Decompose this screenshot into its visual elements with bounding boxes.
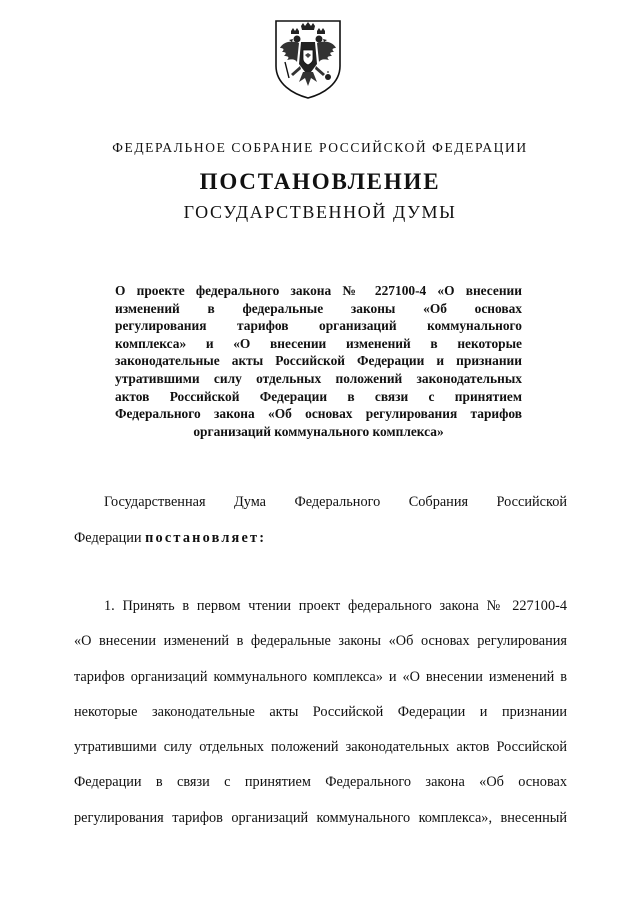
preamble-text: Федерации [74, 530, 146, 546]
paragraph-line: «О внесении изменений в федеральные законы «Об основах регулирования [74, 633, 567, 650]
subject-line: О проекте федерального закона № 227100-4 «О внесении [115, 283, 522, 298]
subject-line: организаций коммунального комплекса» [193, 423, 444, 439]
subject-line: законодательные акты Российской Федерации и признании [115, 353, 522, 369]
preamble [74, 494, 567, 566]
subject-line: утратившими силу отдельных положений законодательных [115, 370, 522, 386]
subject-line: изменений в федеральные законы «Об основах [115, 300, 522, 316]
paragraph-line: 1. Принять в первом чтении проект федерального закона № 227100-4 [104, 598, 567, 614]
paragraph-line: утратившими силу отдельных положений законодательных актов Российской [74, 739, 567, 756]
assembly-name: ФЕДЕРАЛЬНОЕ СОБРАНИЕ РОССИЙСКОЙ ФЕДЕРАЦИИ [112, 140, 528, 155]
preamble-line [74, 530, 567, 566]
paragraph-line: некоторые законодательные акты Российской Федерации и признании [74, 703, 567, 720]
paragraph-line: тарифов организаций коммунального комплекса» и «О внесении изменений в [74, 668, 567, 685]
preamble-line: Государственная Дума Федерального Собрания Российской [104, 494, 567, 510]
paragraph-1 [74, 598, 567, 845]
coat-of-arms-icon [273, 18, 343, 100]
subject-line: Федерального закона «Об основах регулирования тарифов [115, 406, 522, 422]
resolution-verb: постановляет: [145, 530, 267, 546]
issuer-subtitle: ГОСУДАРСТВЕННОЙ ДУМЫ [183, 202, 457, 222]
document-type-title: ПОСТАНОВЛЕНИЕ [199, 169, 441, 194]
subject-line: актов Российской Федерации в связи с принятием [115, 388, 522, 404]
subject-line: регулирования тарифов организаций коммунального [115, 318, 522, 334]
subject-line: комплекса» и «О внесении изменений в некоторые [115, 335, 522, 351]
subject-block [115, 282, 522, 440]
paragraph-line: Федерации в связи с принятием Федерального закона «Об основах [74, 774, 567, 791]
paragraph-line: регулирования тарифов организаций коммунального комплекса», внесенный [74, 809, 567, 826]
